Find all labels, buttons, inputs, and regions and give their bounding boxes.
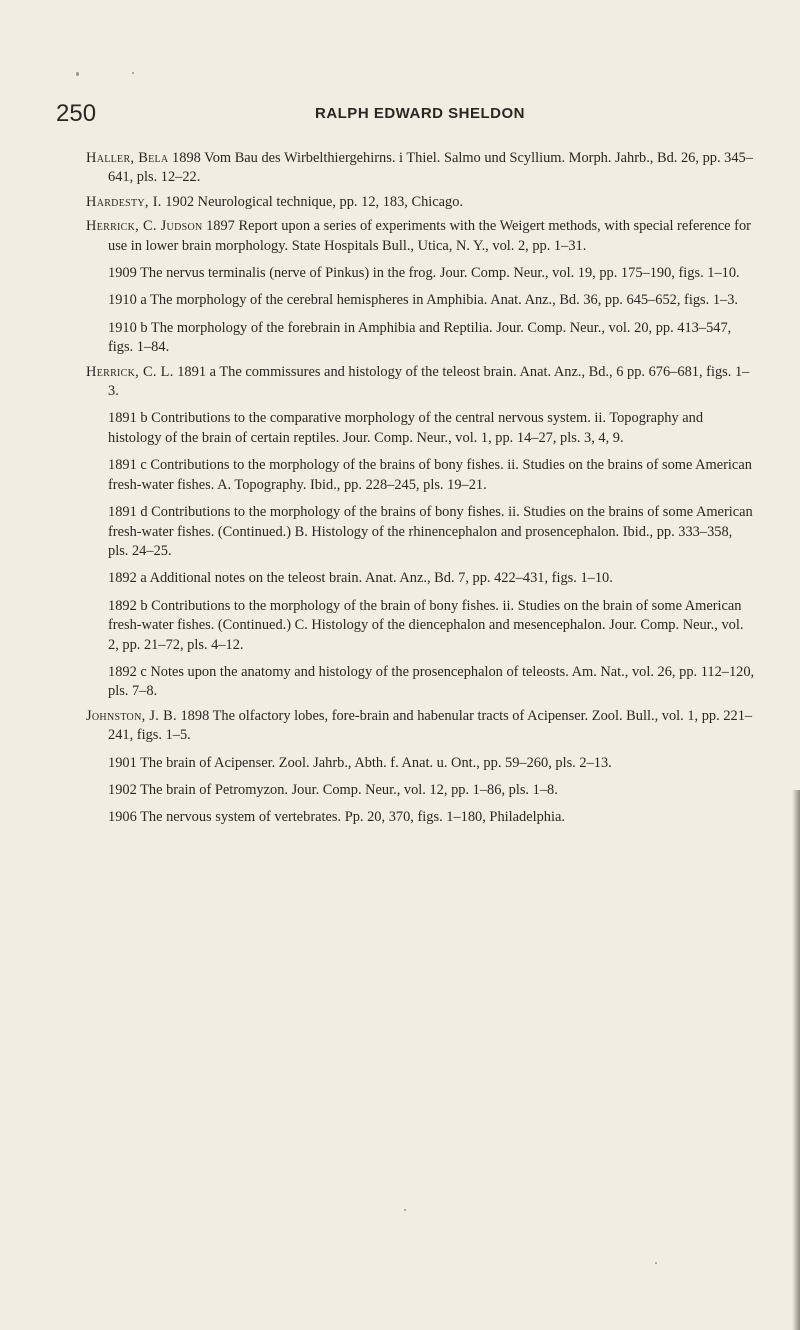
reference-text: 1906 The nervous system of vertebrates. Pp. 20, 370, figs. 1–180, Philadelphia. [108, 809, 565, 826]
reference-continuation [86, 503, 756, 561]
reference-text: 1909 The nervus terminalis (nerve of Pinkus) in the frog. Jour. Comp. Neur., vol. 19, pp. 175–190, figs. 1–10. [108, 265, 740, 282]
paper-speck [132, 72, 134, 74]
reference-entry [86, 149, 756, 188]
reference-text: 1910 b The morphology of the forebrain in Amphibia and Reptilia. Jour. Comp. Neur., vol. 20, pp. 413–547, figs. 1–84. [108, 319, 732, 356]
page-number: 250 [56, 100, 97, 127]
reference-continuation [86, 319, 756, 358]
reference-text: 1891 b Contributions to the comparative morphology of the central nervous system. ii. Topography and histology of the brain of certain reptiles. Jour. Comp. Neur., vol. 1, pp. 14–27, pls. 3, 4, 9. [108, 410, 704, 446]
reference-entry [86, 217, 756, 256]
paper-speck [76, 72, 79, 76]
reference-text: 1902 The brain of Petromyzon. Jour. Comp. Neur., vol. 12, pp. 1–86, pls. 1–8. [108, 781, 558, 798]
reference-text: 1891 d Contributions to the morphology of the brains of bony fishes. ii. Studies on the brains of some American fresh-water fishes. (Continued.) B. Histology of the rhinencephalon and prosencephalon. Ibid., pp. 333–358, pls. 24–25. [108, 504, 753, 559]
page-edge-shadow [792, 790, 800, 1330]
running-head: RALPH EDWARD SHELDON [314, 105, 525, 122]
reference-entry [86, 193, 756, 212]
reference-text: 1910 a The morphology of the cerebral hemispheres in Amphibia. Anat. Anz., Bd. 36, pp. 645–652, figs. 1–3. [108, 292, 739, 309]
reference-author: Herrick, C. L. [86, 363, 174, 380]
reference-author: Hardesty, I. [86, 193, 162, 210]
reference-text: 1898 Vom Bau des Wirbelthiergehirns. i Thiel. Salmo und Scyllium. Morph. Jahrb., Bd. 26, pp. 345–641, pls. 12–22. [108, 150, 753, 186]
reference-continuation [86, 597, 756, 655]
reference-text: 1892 b Contributions to the morphology of the brain of bony fishes. ii. Studies on the brain of some American fresh-water fishes. (Continued.) C. Histology of the diencephalon and mesencephalon. Jour. Comp. Neur., vol. 2, pp. 21–72, pls. 4–12. [108, 597, 744, 653]
reference-author: Herrick, C. Judson [86, 218, 203, 235]
reference-author: Haller, Bela [86, 150, 169, 166]
reference-continuation [86, 264, 756, 283]
reference-text: 1897 Report upon a series of experiments with the Weigert methods, with special reference for use in lower brain morphology. State Hospitals Bull., Utica, N. Y., vol. 2, pp. 1–31. [108, 218, 751, 254]
reference-continuation [86, 409, 756, 448]
reference-entry [86, 363, 756, 402]
reference-continuation [86, 569, 756, 588]
reference-continuation [86, 663, 756, 702]
reference-text: 1892 a Additional notes on the teleost brain. Anat. Anz., Bd. 7, pp. 422–431, figs. 1–10. [108, 570, 613, 587]
reference-continuation [86, 781, 756, 800]
reference-author: Johnston, J. B. [86, 707, 177, 724]
reference-continuation [86, 754, 756, 773]
reference-text: 1892 c Notes upon the anatomy and histology of the prosencephalon of teleosts. Am. Nat., vol. 26, pp. 112–120, pls. 7–8. [108, 663, 755, 700]
paper-speck [655, 1262, 657, 1264]
bibliography [86, 149, 756, 828]
reference-text: 1902 Neurological technique, pp. 12, 183, Chicago. [161, 193, 464, 210]
reference-text: 1891 a The commissures and histology of the teleost brain. Anat. Anz., Bd., 6 pp. 676–681, figs. 1–3. [108, 363, 750, 400]
reference-text: 1901 The brain of Acipenser. Zool. Jahrb., Abth. f. Anat. u. Ont., pp. 59–260, pls. 2–13. [108, 754, 612, 771]
reference-continuation [86, 456, 756, 495]
page-header [56, 100, 756, 130]
reference-entry [86, 707, 756, 746]
reference-continuation [86, 291, 756, 310]
reference-text: 1898 The olfactory lobes, fore-brain and habenular tracts of Acipenser. Zool. Bull., vol. 1, pp. 221–241, figs. 1–5. [108, 707, 753, 744]
reference-continuation [86, 808, 756, 827]
paper-speck [404, 1209, 406, 1211]
reference-text: 1891 c Contributions to the morphology of the brains of bony fishes. ii. Studies on the brains of some American fresh-water fishes. A. Topography. Ibid., pp. 228–245, pls. 19–21. [108, 457, 752, 493]
